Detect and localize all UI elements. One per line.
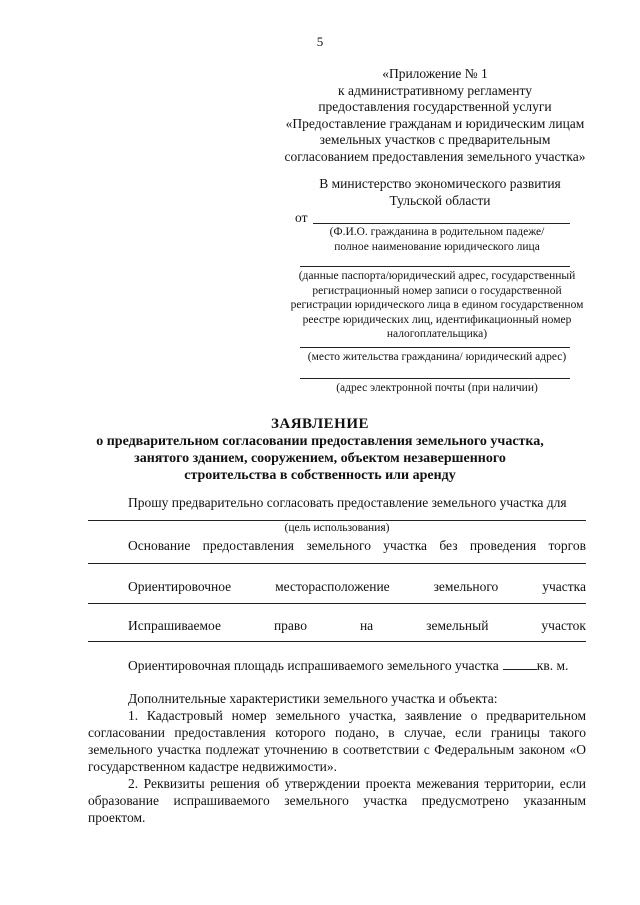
appendix-line: предоставления государственной услуги	[318, 99, 552, 114]
area-row	[128, 658, 568, 674]
from-label: от	[295, 210, 308, 225]
right-word: на	[359, 618, 374, 633]
appendix-line: «Предоставление гражданам и юридическим лицам	[285, 115, 585, 131]
appendix-line: согласованием предоставления земельного участка»	[284, 148, 586, 164]
basis-line	[128, 538, 586, 555]
area-unit: кв. м.	[536, 658, 569, 673]
basis-word: проведения	[469, 538, 537, 553]
residence-field[interactable]	[300, 347, 570, 348]
appendix-block	[270, 66, 600, 165]
email-hint: (адрес электронной почты (при наличии)	[336, 382, 538, 394]
location-word: Ориентировочное	[128, 579, 232, 594]
location-field[interactable]	[88, 603, 586, 604]
hint-line-text: реестре юридических лиц, идентификационный номер	[302, 313, 572, 326]
area-label: Ориентировочная площадь испрашиваемого земельного участка	[128, 658, 499, 673]
right-word: земельный	[426, 618, 489, 633]
location-word: месторасположение	[275, 579, 390, 594]
addressee-line: Тульской области	[389, 192, 491, 208]
hint-line-text: регистрационный номер записи о государственной	[312, 284, 562, 297]
extra-item-2: 2. Реквизиты решения об утверждении проекта межевания территории, если образование испрашиваемого земельного участка предусмотрено указанным проектом.	[88, 776, 586, 825]
basis-word: Основание	[128, 538, 191, 553]
right-word: участок	[541, 618, 586, 633]
passport-data-field[interactable]	[300, 266, 570, 267]
document-subtitle	[70, 433, 570, 484]
subtitle-line: занятого зданием, сооружением, объектом незавершенного	[134, 451, 506, 466]
extra-item-1: 1. Кадастровый номер земельного участка, заявление о предварительном согласовании предоставления которого подано, в случае, если границы такого земельного участка подлежат уточнению в соответствии с Федеральным законом «О государственном кадастре недвижимости».	[88, 708, 586, 774]
location-line	[128, 579, 586, 596]
extra-section	[88, 690, 586, 826]
purpose-field[interactable]	[88, 520, 586, 521]
addressee-line: В министерство экономического развития	[319, 176, 561, 191]
from-field-row	[295, 210, 570, 226]
applicant-name-field[interactable]	[313, 223, 570, 224]
subtitle-line: о предварительном согласовании предоставления земельного участка,	[96, 434, 544, 449]
area-field[interactable]	[503, 658, 537, 670]
passport-hint	[282, 269, 592, 342]
basis-word: торгов	[548, 538, 586, 553]
hint-line-text: (данные паспорта/юридический адрес, государственный	[298, 270, 576, 282]
right-field[interactable]	[88, 641, 586, 642]
appendix-line: к административному регламенту	[338, 82, 532, 98]
hint-line-text: налогоплательщика)	[386, 328, 488, 340]
basis-word: предоставления	[202, 538, 295, 553]
fio-hint	[282, 225, 592, 254]
request-line: Прошу предварительно согласовать предоставление земельного участка для	[128, 495, 567, 510]
subtitle-line: строительства в собственность или аренду	[184, 468, 456, 483]
hint-line-text: полное наименование юридического лица	[334, 240, 540, 253]
purpose-caption: (цель использования)	[284, 522, 390, 534]
addressee-block	[290, 176, 590, 209]
right-line	[128, 618, 586, 635]
document-title: ЗАЯВЛЕНИЕ	[270, 416, 370, 432]
hint-line-text: (Ф.И.О. гражданина в родительном падеже/	[329, 226, 545, 238]
location-word: участка	[542, 579, 586, 594]
extra-heading: Дополнительные характеристики земельного участка и объекта:	[128, 691, 498, 706]
basis-word: участка	[383, 538, 428, 553]
right-word: право	[273, 618, 307, 633]
residence-hint: (место жительства гражданина/ юридический адрес)	[307, 351, 567, 363]
location-word: земельного	[433, 579, 499, 594]
appendix-line: «Приложение № 1	[382, 66, 488, 81]
right-word: Испрашиваемое	[128, 618, 221, 633]
basis-word: земельного	[306, 538, 371, 553]
basis-word: без	[439, 538, 458, 553]
hint-line-text: регистрации юридического лица в едином государственном	[290, 299, 584, 311]
basis-field[interactable]	[88, 563, 586, 564]
appendix-line: земельных участков с предварительным	[319, 132, 551, 147]
page-number: 5	[316, 34, 324, 49]
email-field[interactable]	[300, 378, 570, 379]
